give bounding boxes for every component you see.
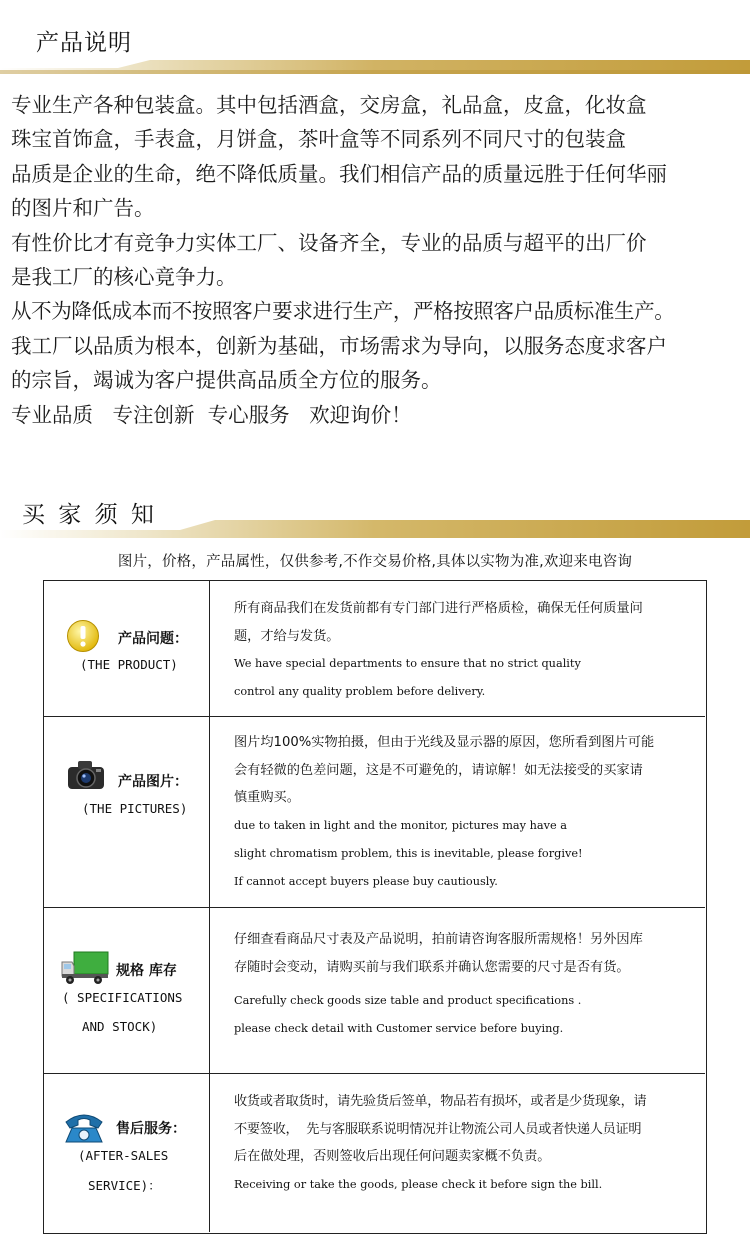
product-description-header <box>0 14 750 74</box>
intro-line: 从不为降低成本而不按照客户要求进行生产，严格按照客户品质标准生产。 <box>11 299 675 324</box>
intro-line: 我工厂以品质为根本，创新为基础，市场需求为导向，以服务态度求客户 <box>11 333 667 358</box>
delivery-truck-icon <box>60 948 110 990</box>
desc-cn: 题，才给与发货。 <box>234 628 340 644</box>
desc-cn: 所有商品我们在发货前都有专门部门进行严格质检，确保无任何质量问 <box>234 601 643 616</box>
row-label-cn: 售后服务： <box>116 1121 186 1137</box>
desc-en: slight chromatism problem, this is inevitable, please forgive! <box>234 846 583 860</box>
row-label-cell <box>44 717 210 907</box>
desc-en: If cannot accept buyers please buy cautiously. <box>234 874 498 888</box>
desc-cn: 不要签收， 先与客服联系说明情况并让物流公司人员或者快递人员证明 <box>234 1121 642 1137</box>
desc-cn: 收货或者取货时，请先验货后签单，物品若有损坏，或者是少货现象，请 <box>234 1094 647 1109</box>
row-label-cn: 规格 库存 <box>116 963 177 979</box>
buyer-notice-header <box>0 478 750 538</box>
row-label-en: AND STOCK) <box>82 1019 158 1034</box>
intro-line: 有性价比才有竞争力实体工厂、设备齐全，专业的品质与超平的出厂价 <box>11 230 647 255</box>
intro-line: 是我工厂的核心竟争力。 <box>11 265 237 290</box>
gold-divider <box>0 60 750 74</box>
row-label-en: SERVICE)： <box>88 1178 161 1193</box>
row-label-en: (AFTER-SALES <box>78 1148 169 1163</box>
slogan: 专业品质 专注创新 专心服务 欢迎询价！ <box>11 402 412 427</box>
row-label-en: (THE PRODUCT) <box>80 657 178 672</box>
product-description-text <box>11 88 747 432</box>
row-description-cell <box>210 1074 705 1232</box>
desc-en: please check detail with Customer service before buying. <box>234 1022 564 1035</box>
telephone-icon <box>62 1108 106 1150</box>
desc-cn: 慎重购买。 <box>234 790 300 805</box>
row-label-en: (THE PICTURES) <box>82 801 188 816</box>
desc-en: control any quality problem before delivery. <box>234 685 486 698</box>
desc-cn: 图片均100%实物拍摄，但由于光线及显示器的原因，您所看到图片可能 <box>234 735 655 750</box>
desc-cn: 仔细查看商品尺寸表及产品说明，拍前请咨询客服所需规格！另外因库 <box>234 932 643 947</box>
desc-en: due to taken in light and the monitor, pictures may have a <box>234 818 568 832</box>
desc-en: We have special departments to ensure that no strict quality <box>234 657 581 670</box>
row-label-cell <box>44 581 210 716</box>
table-row <box>44 1074 705 1232</box>
section-title: 买 家 须 知 <box>22 502 157 528</box>
desc-cn: 后在做处理，否则签收后出现任何问题卖家概不负责。 <box>234 1149 551 1164</box>
intro-line: 专业生产各种包装盒。其中包括酒盒，交房盒，礼品盒，皮盒，化妆盒 <box>11 93 647 117</box>
gold-divider <box>0 520 750 538</box>
row-label-cn: 产品图片： <box>118 774 188 790</box>
intro-line: 品质是企业的生命，绝不降低质量。我们相信产品的质量远胜于任何华丽 <box>11 161 667 186</box>
desc-cn: 会有轻微的色差问题，这是不可避免的，请谅解！如无法接受的买家请 <box>234 762 643 778</box>
desc-en: Receiving or take the goods, please check it before sign the bill. <box>234 1177 603 1191</box>
table-row <box>44 581 705 717</box>
desc-en: Carefully check goods size table and product specifications . <box>234 994 582 1007</box>
warning-icon <box>66 619 100 657</box>
row-label-en: ( SPECIFICATIONS <box>62 990 183 1005</box>
buyer-notice-table <box>43 580 707 1234</box>
notice-caption: 图片，价格，产品属性，仅供参考,不作交易价格,具体以实物为准,欢迎来电咨询 <box>117 554 633 570</box>
row-label-cell <box>44 1074 210 1232</box>
intro-line: 的图片和广告。 <box>11 196 155 221</box>
table-row <box>44 717 705 908</box>
row-description-cell <box>210 908 705 1073</box>
intro-line: 的宗旨，竭诚为客户提供高品质全方位的服务。 <box>11 368 442 393</box>
table-row <box>44 908 705 1074</box>
row-label-cn: 产品问题： <box>118 631 188 647</box>
row-description-cell <box>210 717 705 907</box>
intro-line: 珠宝首饰盒，手表盒，月饼盒，茶叶盒等不同系列不同尺寸的包装盒 <box>11 127 626 152</box>
row-description-cell <box>210 581 705 716</box>
camera-icon <box>66 757 106 797</box>
desc-cn: 存随时会变动，请购买前与我们联系并确认您需要的尺寸是否有货。 <box>234 959 630 975</box>
row-label-cell <box>44 908 210 1073</box>
section-title: 产品说明 <box>36 30 132 56</box>
